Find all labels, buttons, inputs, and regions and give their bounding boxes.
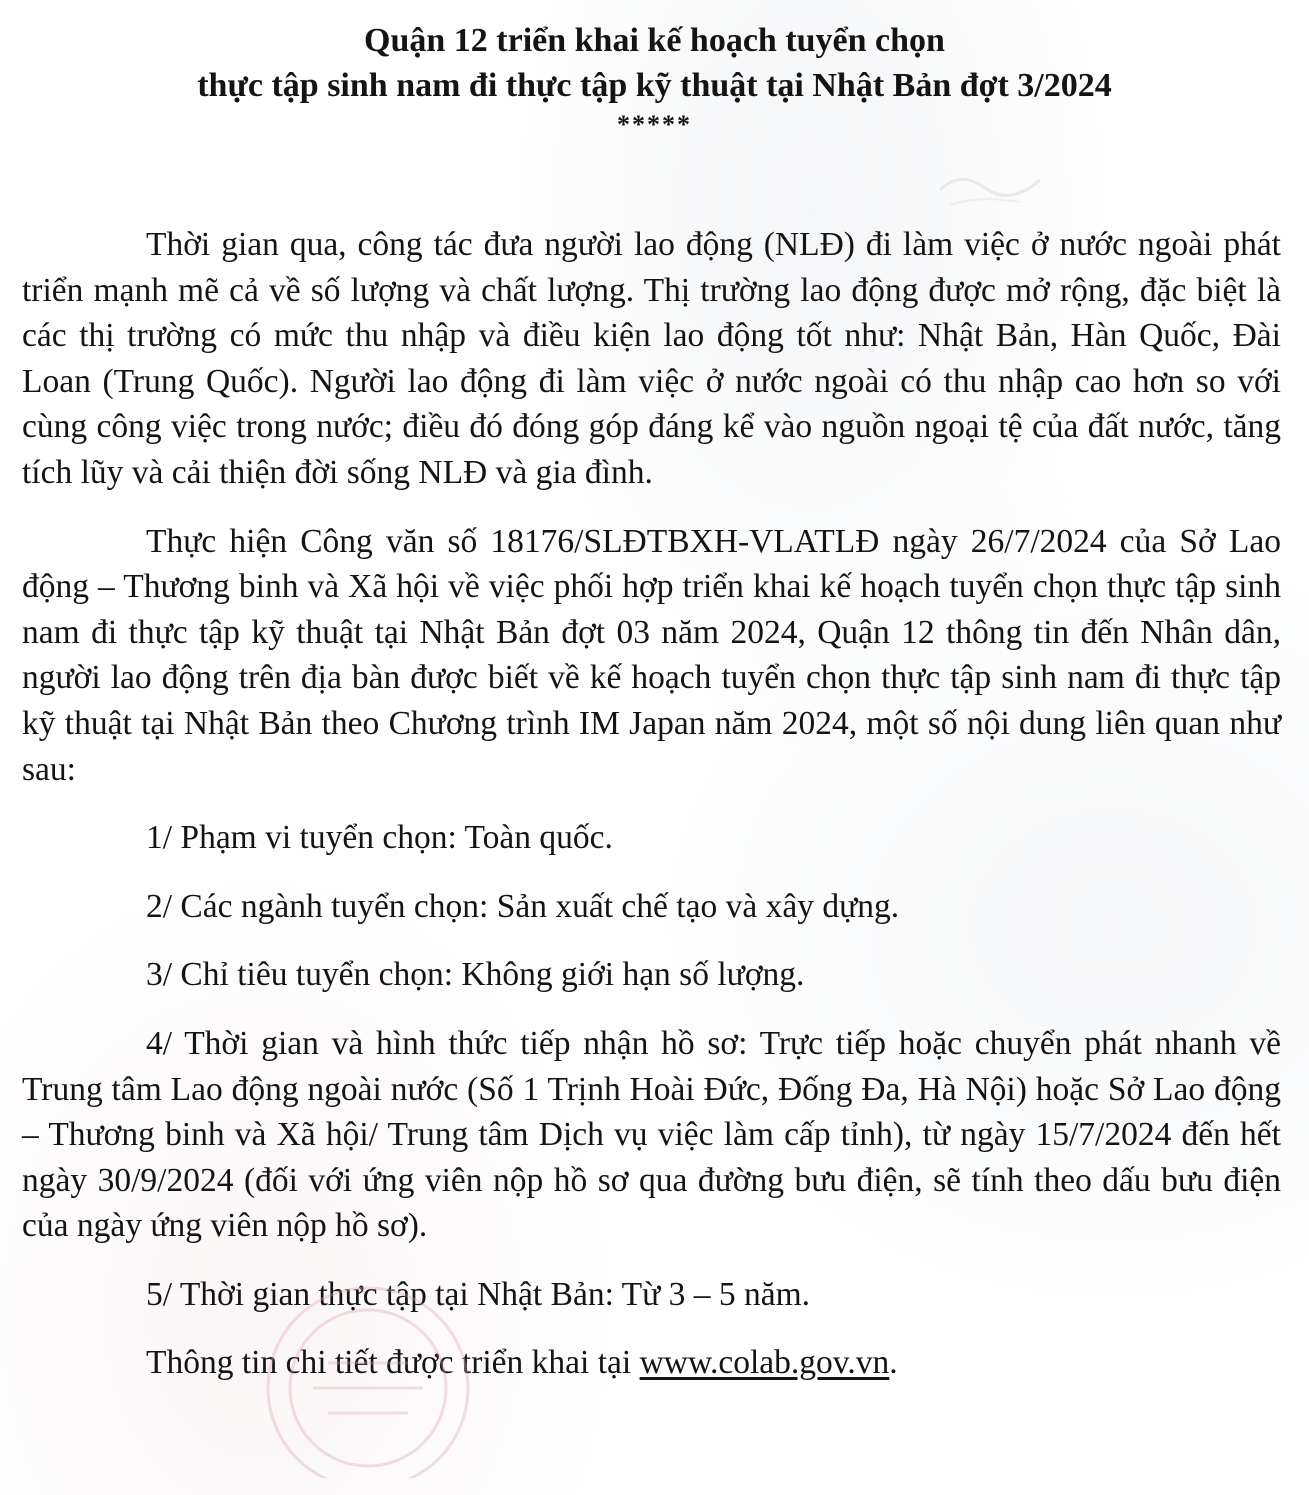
list-item-industries: 2/ Các ngành tuyển chọn: Sản xuất chế tạo và xây dựng.: [146, 887, 900, 925]
title-separator: *****: [617, 110, 692, 139]
list-item-scope: 1/ Phạm vi tuyển chọn: Toàn quốc.: [146, 819, 613, 857]
paragraph-directive: Thực hiện Công văn số 18176/SLĐTBXH-VLATLĐ ngày 26/7/2024 của Sở Lao động – Thương binh và Xã hội về việc phối hợp triển khai kế hoạch tuyển chọn thực tập sinh nam đi thực tập kỹ thuật tại Nhật Bản đợt 03 năm 2024, Quận 12 thông tin đến Nhân dân, người lao động trên địa bàn được biết về kế hoạch tuyển chọn thực tập sinh nam đi thực tập kỹ thuật tại Nhật Bản theo Chương trình IM Japan năm 2024, một số nội dung liên quan như sau:: [22, 522, 1281, 788]
list-item-quota: 3/ Chỉ tiêu tuyển chọn: Không giới hạn số lượng.: [146, 956, 805, 994]
document-body: [22, 222, 1281, 1386]
footer-suffix: .: [889, 1344, 898, 1382]
title-line-1: Quận 12 triển khai kế hoạch tuyển chọn: [364, 22, 945, 59]
list-item-application-period: 4/ Thời gian và hình thức tiếp nhận hồ sơ: Trực tiếp hoặc chuyển phát nhanh về Trung tâm Lao động ngoài nước (Số 1 Trịnh Hoài Đức, Đống Đa, Hà Nội) hoặc Sở Lao động – Thương binh và Xã hội/ Trung tâm Dịch vụ việc làm cấp tỉnh), từ ngày 15/7/2024 đến hết ngày 30/9/2024 (đối với ứng viên nộp hồ sơ qua đường bưu điện, sẽ tính theo dấu bưu điện của ngày ứng viên nộp hồ sơ).: [22, 1024, 1281, 1245]
title-line-2: thực tập sinh nam đi thực tập kỹ thuật tại Nhật Bản đợt 3/2024: [197, 67, 1112, 104]
document-title: [0, 18, 1309, 108]
footer-prefix: Thông tin chi tiết được triển khai tại: [146, 1344, 640, 1382]
paragraph-introduction: Thời gian qua, công tác đưa người lao động (NLĐ) đi làm việc ở nước ngoài phát triển mạnh mẽ cả về số lượng và chất lượng. Thị trường lao động được mở rộng, đặc biệt là các thị trường có mức thu nhập và điều kiện lao động tốt như: Nhật Bản, Hàn Quốc, Đài Loan (Trung Quốc). Người lao động đi làm việc ở nước ngoài có thu nhập cao hơn so với cùng công việc trong nước; điều đó đóng góp đáng kể vào nguồn ngoại tệ của đất nước, tăng tích lũy và cải thiện đời sống NLĐ và gia đình.: [22, 226, 1281, 491]
background-mark-graphic: [930, 150, 1050, 220]
footer-note: [22, 1340, 1281, 1386]
list-item-internship-duration: 5/ Thời gian thực tập tại Nhật Bản: Từ 3 – 5 năm.: [146, 1275, 811, 1313]
website-link[interactable]: www.colab.gov.vn: [639, 1344, 890, 1382]
